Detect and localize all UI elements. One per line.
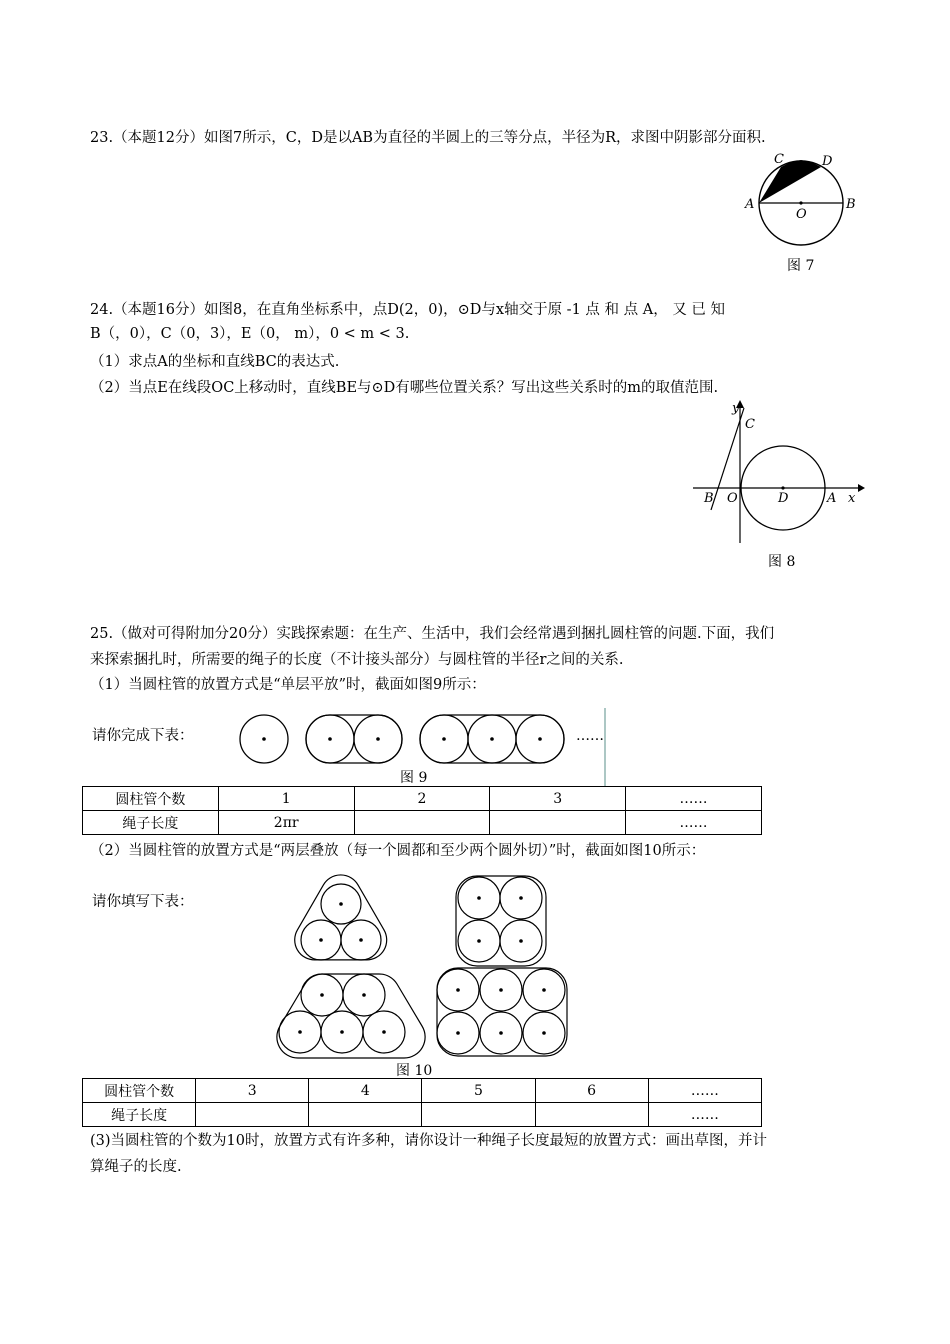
fig9-ellipsis: ……: [576, 728, 604, 744]
q24-line1: 24.（本题16分）如图8，在直角坐标系中，点D(2，0)，⊙D与x轴交于原 -1 点 和 点 A， 又 已 知: [90, 302, 726, 318]
label-o: O: [727, 491, 738, 506]
label-c: C: [745, 417, 755, 432]
table-header-cell: 5: [422, 1079, 535, 1103]
label-b: B: [846, 197, 856, 212]
table-header-cell: ……: [626, 787, 762, 811]
figure-7: [740, 148, 870, 253]
q24-line2: B（，0），C（0，3），E（0， m），0 < m < 3.: [90, 326, 410, 342]
table-header-cell: 圆柱管个数: [83, 1079, 196, 1103]
table-cell: [309, 1103, 422, 1127]
prompt-complete-table: 请你完成下表：: [92, 728, 194, 744]
table-header-cell: 1: [218, 787, 354, 811]
table-cell: 绳子长度: [83, 811, 219, 835]
q25-part1: （1）当圆柱管的放置方式是“单层平放”时，截面如图9所示：: [90, 677, 486, 693]
q24-part1: （1）求点A的坐标和直线BC的表达式.: [90, 354, 340, 370]
shaded-region: [759, 160, 821, 203]
table-single-layer: [82, 786, 762, 835]
label-c: C: [774, 152, 784, 167]
table-row: [83, 787, 762, 811]
table-row: [83, 811, 762, 835]
q24-part2: （2）当点E在线段OC上移动时，直线BE与⊙D有哪些位置关系？写出这些关系时的m的取值范围.: [90, 380, 719, 396]
caption-fig7: 图 7: [787, 258, 815, 274]
table-cell: [490, 811, 626, 835]
q25-line2: 来探索捆扎时，所需要的绳子的长度（不计接头部分）与圆柱管的半径r之间的关系.: [90, 652, 624, 668]
label-b: B: [704, 491, 714, 506]
figure-8: [690, 398, 865, 548]
table-header-cell: 2: [354, 787, 490, 811]
table-cell: [422, 1103, 535, 1127]
table-cell: ……: [626, 811, 762, 835]
q25-part2: （2）当圆柱管的放置方式是“两层叠放（每一个圆都和至少两个圆外切）”时，截面如图10所示：: [90, 843, 706, 859]
q23-text: 23.（本题12分）如图7所示，C，D是以AB为直径的半圆上的三等分点，半径为R，求图中阴影部分面积.: [90, 130, 766, 146]
table-row: [83, 1079, 762, 1103]
q25-part3-line2: 算绳子的长度.: [90, 1159, 182, 1175]
caption-fig9: 图 9: [400, 770, 428, 786]
table-header-cell: 圆柱管个数: [83, 787, 219, 811]
table-header-cell: 3: [196, 1079, 309, 1103]
caption-fig8: 图 8: [768, 554, 796, 570]
label-d: D: [778, 491, 789, 506]
table-cell: [196, 1103, 309, 1127]
table-cell: [535, 1103, 648, 1127]
table-two-layer: [82, 1078, 762, 1127]
label-a: A: [745, 197, 755, 212]
label-d: D: [822, 154, 833, 169]
table-header-cell: ……: [648, 1079, 761, 1103]
table-row: [83, 1103, 762, 1127]
table-cell: [354, 811, 490, 835]
label-a: A: [827, 491, 837, 506]
prompt-fill-table: 请你填写下表：: [92, 894, 194, 910]
table-cell: 绳子长度: [83, 1103, 196, 1127]
caption-fig10: 图 10: [396, 1063, 433, 1079]
q25-line1: 25.（做对可得附加分20分）实践探索题：在生产、生活中，我们会经常遇到捆扎圆柱管的问题.下面，我们: [90, 626, 775, 642]
label-y: y: [732, 401, 740, 416]
table-header-cell: 4: [309, 1079, 422, 1103]
label-x: x: [848, 491, 856, 506]
table-cell: ……: [648, 1103, 761, 1127]
table-header-cell: 6: [535, 1079, 648, 1103]
table-cell: 2πr: [218, 811, 354, 835]
label-o: O: [796, 207, 807, 222]
q25-part3-line1: (3)当圆柱管的个数为10时，放置方式有许多种，请你设计一种绳子长度最短的放置方式：画出草图，并计: [90, 1133, 767, 1149]
figure-10: [272, 872, 592, 1062]
table-header-cell: 3: [490, 787, 626, 811]
